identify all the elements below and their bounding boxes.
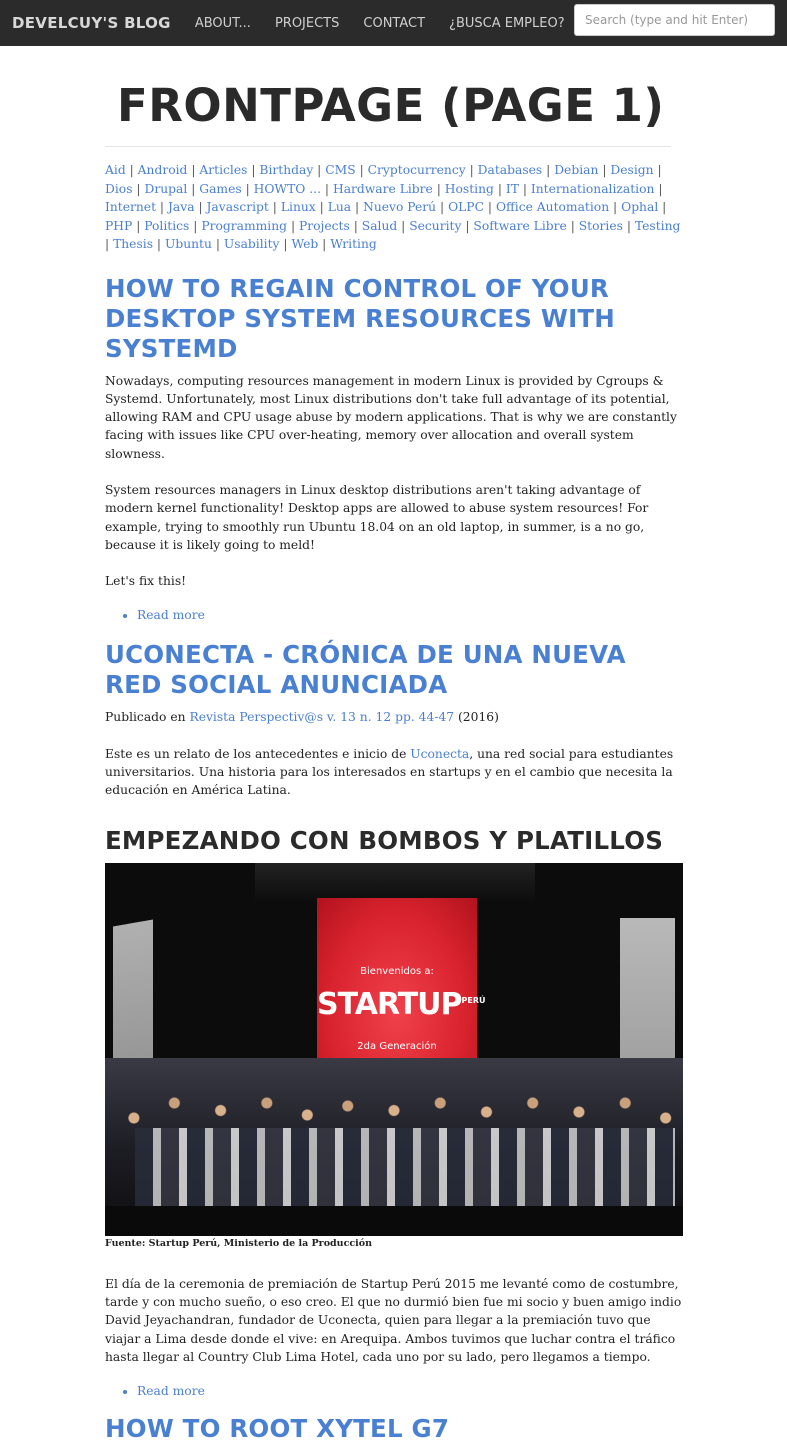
tag-link[interactable]: Office Automation xyxy=(495,200,610,214)
post-paragraph: System resources managers in Linux desktop distributions aren't taking advantage of modern kernel functionality! Desktop apps are allowed to abuse system resources! For example, trying to smoothly run Ubuntu 18.04 on an old laptop, in summer, is a no go, because it is likely going to meld! xyxy=(105,482,649,552)
tag-separator: | xyxy=(125,163,138,177)
read-more-link[interactable]: Read more xyxy=(137,608,205,623)
tag-separator: | xyxy=(268,200,281,214)
uconecta-link[interactable]: Uconecta xyxy=(410,746,470,761)
tag-link[interactable]: Android xyxy=(137,163,188,177)
tag-separator: | xyxy=(187,181,200,196)
tag-link[interactable]: Writing xyxy=(330,237,377,251)
tag-link[interactable]: Debian xyxy=(554,163,599,177)
tag-separator: | xyxy=(132,181,145,196)
tag-link[interactable]: IT xyxy=(505,181,519,196)
tag-link[interactable]: Cryptocurrency xyxy=(367,163,466,177)
nav-contact[interactable]: CONTACT xyxy=(363,15,426,31)
tag-link[interactable]: Games xyxy=(199,181,242,196)
photo-startup-logo xyxy=(317,986,486,1022)
tag-link[interactable]: Hardware Libre xyxy=(332,181,433,196)
tag-link[interactable]: Javascript xyxy=(206,200,269,214)
intro-text-a: Este es un relato de los antecedentes e inicio de xyxy=(105,746,411,761)
nav-busca-empleo[interactable]: ¿BUSCA EMPLEO? xyxy=(449,15,565,31)
brand-link[interactable]: DEVELCUY'S BLOG xyxy=(12,14,171,32)
tag-separator: | xyxy=(247,163,260,177)
tag-link[interactable]: Software Libre xyxy=(473,218,567,233)
tag-separator: | xyxy=(287,218,299,233)
tag-link[interactable]: Birthday xyxy=(259,163,314,177)
tag-link[interactable]: CMS xyxy=(325,163,356,177)
post-links xyxy=(137,608,683,622)
photo-peru-tag: PERÚ xyxy=(461,995,486,1005)
tag-separator: | xyxy=(313,163,326,177)
tag-link[interactable]: Databases xyxy=(477,163,543,177)
tag-separator: | xyxy=(211,237,224,251)
tag-link[interactable]: Ubuntu xyxy=(164,237,212,251)
tag-separator: | xyxy=(318,237,331,251)
post-paragraph xyxy=(105,745,683,800)
read-more-item xyxy=(137,1384,683,1398)
tag-separator: | xyxy=(658,200,667,214)
tag-separator: | xyxy=(189,218,202,233)
tag-separator: | xyxy=(153,237,165,251)
tag-link[interactable]: OLPC xyxy=(448,200,484,214)
tag-link[interactable]: Web xyxy=(291,237,319,251)
tag-separator: | xyxy=(432,181,445,196)
read-more-item xyxy=(137,608,683,622)
tag-separator: | xyxy=(609,200,622,214)
tag-separator: | xyxy=(194,200,207,214)
photo-welcome-text: Bienvenidos a: xyxy=(360,965,434,977)
tag-separator: | xyxy=(465,163,478,177)
tag-link[interactable]: Hosting xyxy=(444,181,494,196)
photo-crowd-front xyxy=(135,1128,675,1208)
tag-separator: | xyxy=(315,200,328,214)
post-links xyxy=(137,1384,683,1398)
tag-link[interactable]: Politics xyxy=(144,218,190,233)
tag-link[interactable]: Testing xyxy=(634,218,681,233)
tag-link[interactable]: HOWTO ... xyxy=(253,181,321,196)
tag-link[interactable]: Dios xyxy=(105,181,133,196)
tag-separator: | xyxy=(654,181,663,196)
read-more-link[interactable]: Read more xyxy=(137,1384,205,1399)
tag-link[interactable]: PHP xyxy=(105,218,133,233)
tag-link[interactable]: Stories xyxy=(578,218,623,233)
page-title: FRONTPAGE (PAGE 1) xyxy=(117,79,665,132)
tag-link[interactable]: Programming xyxy=(201,218,288,233)
tag-link[interactable]: Usability xyxy=(223,237,280,251)
section-heading: EMPEZANDO CON BOMBOS Y PLATILLOS xyxy=(105,825,664,855)
tag-separator: | xyxy=(622,218,635,233)
tag-link[interactable]: Java xyxy=(167,200,195,214)
post-paragraph: El día de la ceremonia de premiación de Startup Perú 2015 me levanté como de costumbre, tarde y con mucho sueño, o eso creo. El que no durmió bien fue mi socio y buen amigo indio David Jeyachandran, fundador de Uconecta, quien para llegar a la premiación tuvo que viajar a Lima desde donde el vive: en Arequipa. Ambos tuvimos que luchar contra el tráfico hasta llegar al Country Club Lima Hotel, cada uno por su lado, pero llegamos a tiempo. xyxy=(105,1276,682,1364)
tag-link[interactable]: Drupal xyxy=(144,181,188,196)
top-navbar xyxy=(0,0,787,46)
tag-separator: | xyxy=(156,200,168,214)
tag-separator: | xyxy=(598,163,611,177)
photo-startup-word: STARTUP xyxy=(317,986,462,1022)
tag-separator: | xyxy=(542,163,555,177)
tag-separator: | xyxy=(518,181,531,196)
tag-separator: | xyxy=(132,218,145,233)
tag-link[interactable]: Linux xyxy=(280,200,316,214)
tag-list xyxy=(105,161,683,254)
photo-caption: Fuente: Startup Perú, Ministerio de la Producción xyxy=(105,1237,372,1249)
tag-separator: | xyxy=(566,218,579,233)
tag-link[interactable]: Lua xyxy=(327,200,352,214)
tag-separator: | xyxy=(351,200,364,214)
publication-prefix: Publicado en xyxy=(105,710,190,725)
main-content xyxy=(105,46,683,1444)
tag-link[interactable]: Articles xyxy=(199,163,248,177)
tag-link[interactable]: Security xyxy=(409,218,462,233)
tag-separator: | xyxy=(349,218,362,233)
post-paragraph: Nowadays, computing resources management in modern Linux is provided by Cgroups & Systemd. Unfortunately, most Linux distributions don't take full advantage of its potential, allowing RAM and CPU usage abuse by modern applications. That is why we are constantly facing with issues like CPU over-heating, memory over allocation and overall system slowness. xyxy=(105,373,677,461)
tag-link[interactable]: Thesis xyxy=(113,237,154,251)
post-title-root-xytel[interactable]: HOW TO ROOT XYTEL G7 xyxy=(105,1414,450,1444)
tag-link[interactable]: Internationalization xyxy=(530,181,655,196)
search-input[interactable] xyxy=(574,4,775,36)
intro-text-b: , una red social para estudiantes universitarios. Una historia para los interesados en startups y en el cambio que necesita la educación en América Latina. xyxy=(105,746,674,798)
tag-link[interactable]: Salud xyxy=(361,218,398,233)
tag-separator: | xyxy=(355,163,368,177)
tag-link[interactable]: Nuevo Perú xyxy=(363,200,437,214)
tag-link[interactable]: Design xyxy=(610,163,654,177)
tag-link[interactable]: Projects xyxy=(299,218,350,233)
tag-separator: | xyxy=(493,181,506,196)
tag-separator: | xyxy=(436,200,449,214)
post-title-uconecta[interactable]: UCONECTA - CRÓNICA DE UNA NUEVA RED SOCIAL ANUNCIADA xyxy=(105,640,626,700)
tag-separator: | xyxy=(105,237,114,251)
startup-peru-photo xyxy=(105,863,683,1236)
tag-separator: | xyxy=(653,163,662,177)
tag-link[interactable]: Ophal xyxy=(621,200,659,214)
publication-line xyxy=(105,708,683,726)
post-title-systemd[interactable]: HOW TO REGAIN CONTROL OF YOUR DESKTOP SYSTEM RESOURCES WITH SYSTEMD xyxy=(105,273,615,363)
publication-suffix: (2016) xyxy=(454,710,499,725)
tag-link[interactable]: Aid xyxy=(105,163,126,177)
nav-about[interactable]: ABOUT... xyxy=(194,15,251,31)
tag-link[interactable]: Internet xyxy=(105,200,157,214)
photo-floor xyxy=(105,1206,683,1236)
photo-generation-text: 2da Generación xyxy=(357,1040,437,1052)
tag-separator: | xyxy=(279,237,292,251)
nav-projects[interactable]: PROJECTS xyxy=(274,15,340,31)
tag-separator: | xyxy=(461,218,474,233)
tag-separator: | xyxy=(484,200,496,214)
tag-separator: | xyxy=(397,218,410,233)
photo-stage-top xyxy=(255,863,535,903)
title-divider xyxy=(105,146,671,147)
tag-separator: | xyxy=(321,181,333,196)
post-paragraph: Let's fix this! xyxy=(105,574,187,589)
publication-link[interactable]: Revista Perspectiv@s v. 13 n. 12 pp. 44-47 xyxy=(189,710,455,725)
tag-separator: | xyxy=(187,163,200,177)
tag-separator: | xyxy=(241,181,254,196)
